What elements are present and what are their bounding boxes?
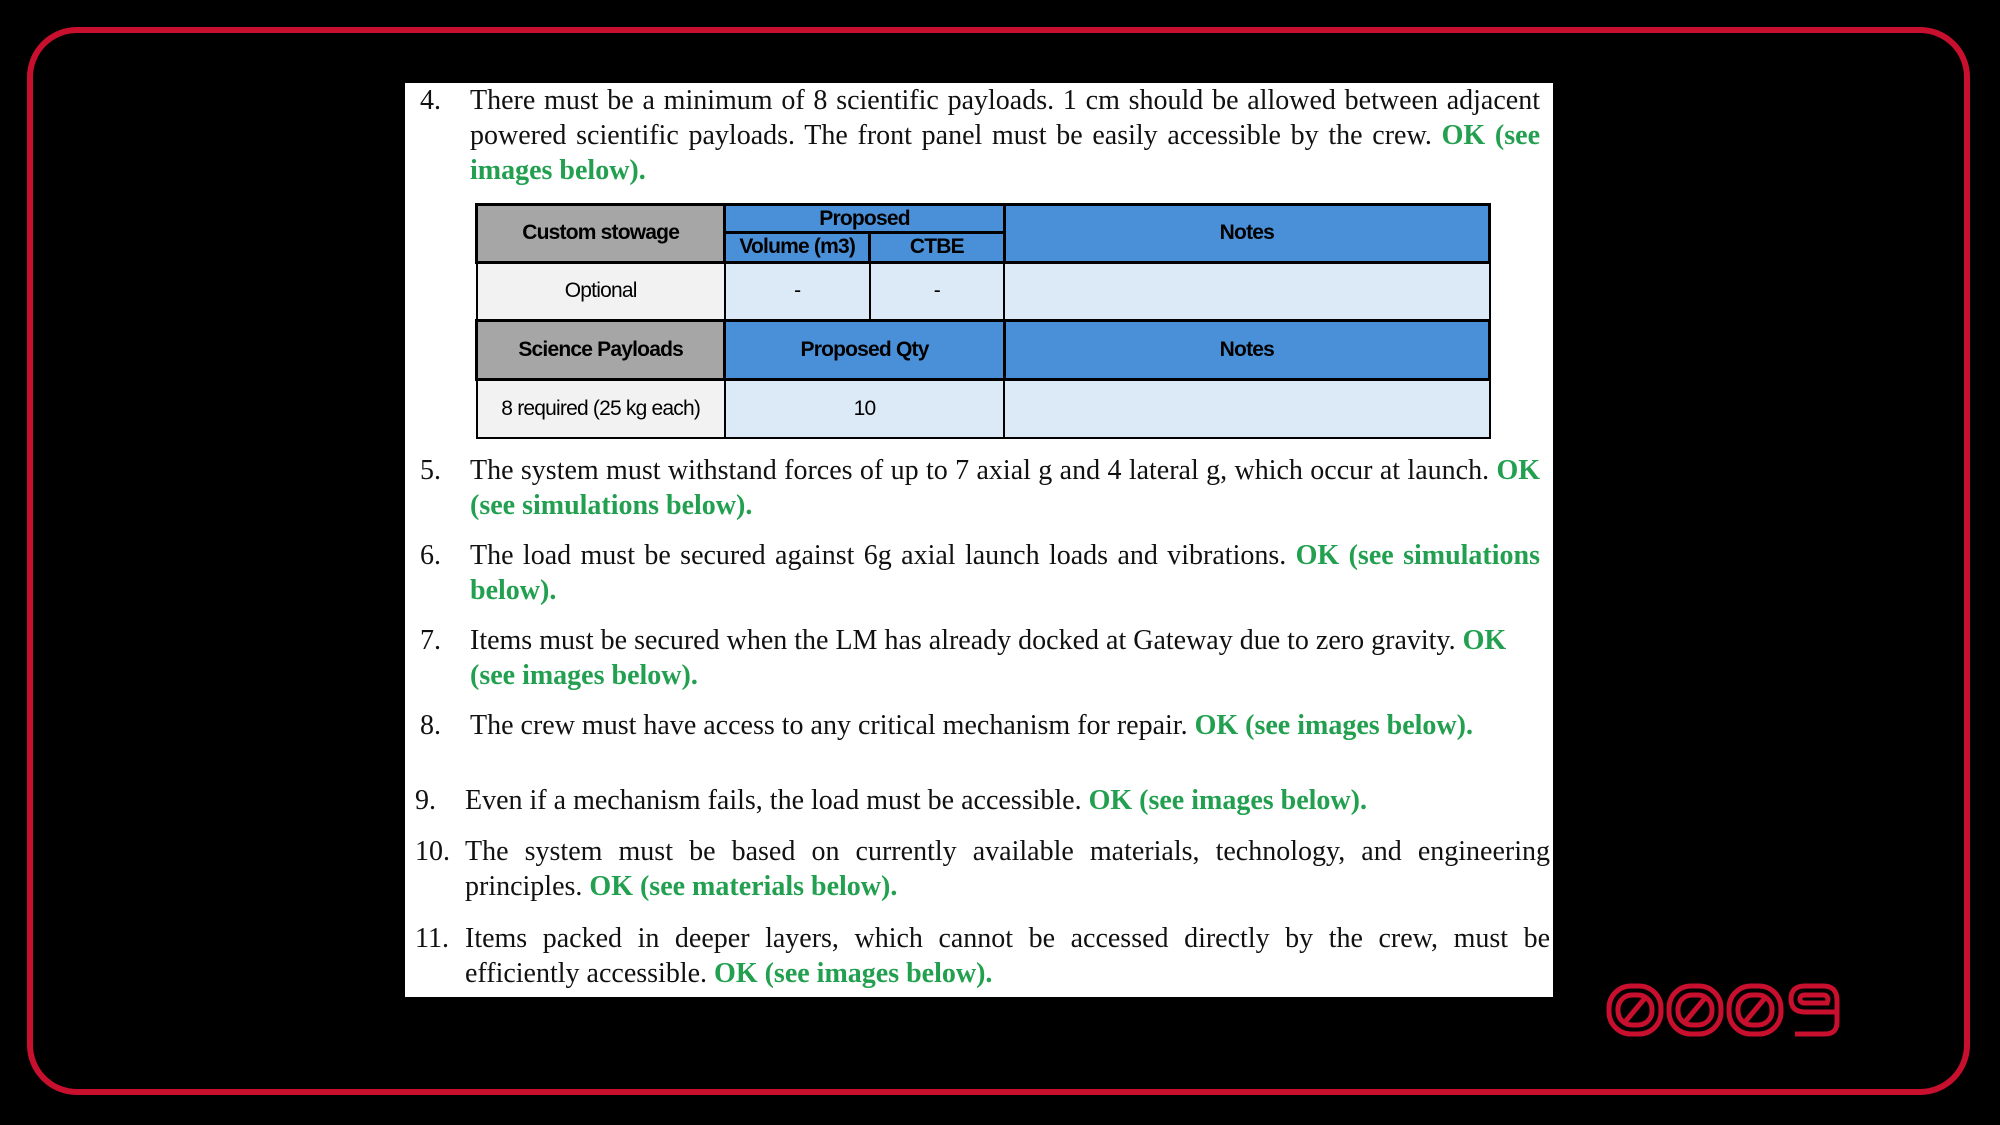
- ok-status: OK (see images below).: [1088, 785, 1367, 816]
- ctbe-value: -: [870, 262, 1005, 321]
- requirement-item-9: [415, 783, 1545, 818]
- logo-slash-1: [1625, 998, 1645, 1022]
- logo-digit-nine-inner: [1800, 995, 1828, 1003]
- logo-slash-3: [1745, 998, 1765, 1022]
- proposed-header: Proposed: [725, 205, 1004, 233]
- stowage-table: [475, 203, 1491, 439]
- zero-zero-zero-nine-logo: [1605, 982, 1850, 1042]
- item-number: 11.: [415, 923, 449, 954]
- item-text: The system must withstand forces of up to 7 axial g and 4 lateral g, which occur at launch.: [470, 455, 1490, 486]
- science-payloads-header: Science Payloads: [477, 321, 725, 380]
- item-text: The load must be secured against 6g axial launch loads and vibrations.: [470, 540, 1287, 571]
- notes-header-2: Notes: [1004, 321, 1489, 380]
- item-number: 6.: [420, 540, 441, 571]
- ok-status: OK (see images below).: [470, 625, 1507, 691]
- ok-status: OK (see simulations below).: [470, 455, 1541, 521]
- document-page: [405, 83, 1553, 997]
- volume-header: Volume (m3): [725, 233, 870, 262]
- notes-header: Notes: [1004, 205, 1489, 263]
- ok-status: OK (see images below).: [714, 958, 993, 989]
- requirement-item-10: [415, 834, 1550, 904]
- item-number: 5.: [420, 455, 441, 486]
- ok-status: OK (see materials below).: [589, 871, 898, 902]
- item-text: The system must be based on currently available materials, technology, and engineering principles.: [465, 836, 1550, 902]
- volume-value: -: [725, 262, 870, 321]
- item-number: 4.: [420, 85, 441, 116]
- item-text: Even if a mechanism fails, the load must be accessible.: [465, 785, 1082, 816]
- notes-value-2: [1004, 379, 1489, 438]
- requirement-item-8: [420, 708, 1548, 778]
- item-number: 7.: [420, 625, 441, 656]
- item-number: 9.: [415, 785, 436, 816]
- science-payloads-value: 8 required (25 kg each): [477, 379, 725, 438]
- item-number: 10.: [415, 836, 450, 867]
- item-text: The crew must have access to any critical mechanism for repair.: [470, 710, 1188, 741]
- requirement-item-11: [415, 921, 1550, 991]
- ok-status: OK (see images below).: [1194, 710, 1473, 741]
- item-text: There must be a minimum of 8 scientific payloads. 1 cm should be allowed between adjacent powered scientific payloads. The front panel must be easily accessible by the crew.: [470, 85, 1540, 151]
- item-number: 8.: [420, 710, 441, 741]
- proposed-qty-header: Proposed Qty: [725, 321, 1004, 380]
- ok-status: OK (see simulations below).: [470, 540, 1540, 606]
- requirement-item-4: [420, 83, 1548, 188]
- custom-stowage-value: Optional: [477, 262, 725, 321]
- custom-stowage-header: Custom stowage: [477, 205, 725, 263]
- logo-slash-2: [1685, 998, 1705, 1022]
- ctbe-header: CTBE: [870, 233, 1005, 262]
- requirement-item-5: [420, 453, 1548, 523]
- requirement-item-6: [420, 538, 1548, 608]
- item-text: Items packed in deeper layers, which cannot be accessed directly by the crew, must be efficiently accessible.: [465, 923, 1550, 989]
- proposed-qty-value: 10: [725, 379, 1004, 438]
- notes-value: [1004, 262, 1489, 321]
- requirement-item-7: [420, 623, 1548, 693]
- ok-status: OK (see images below).: [470, 120, 1540, 186]
- item-text: Items must be secured when the LM has already docked at Gateway due to zero gravity.: [470, 625, 1456, 656]
